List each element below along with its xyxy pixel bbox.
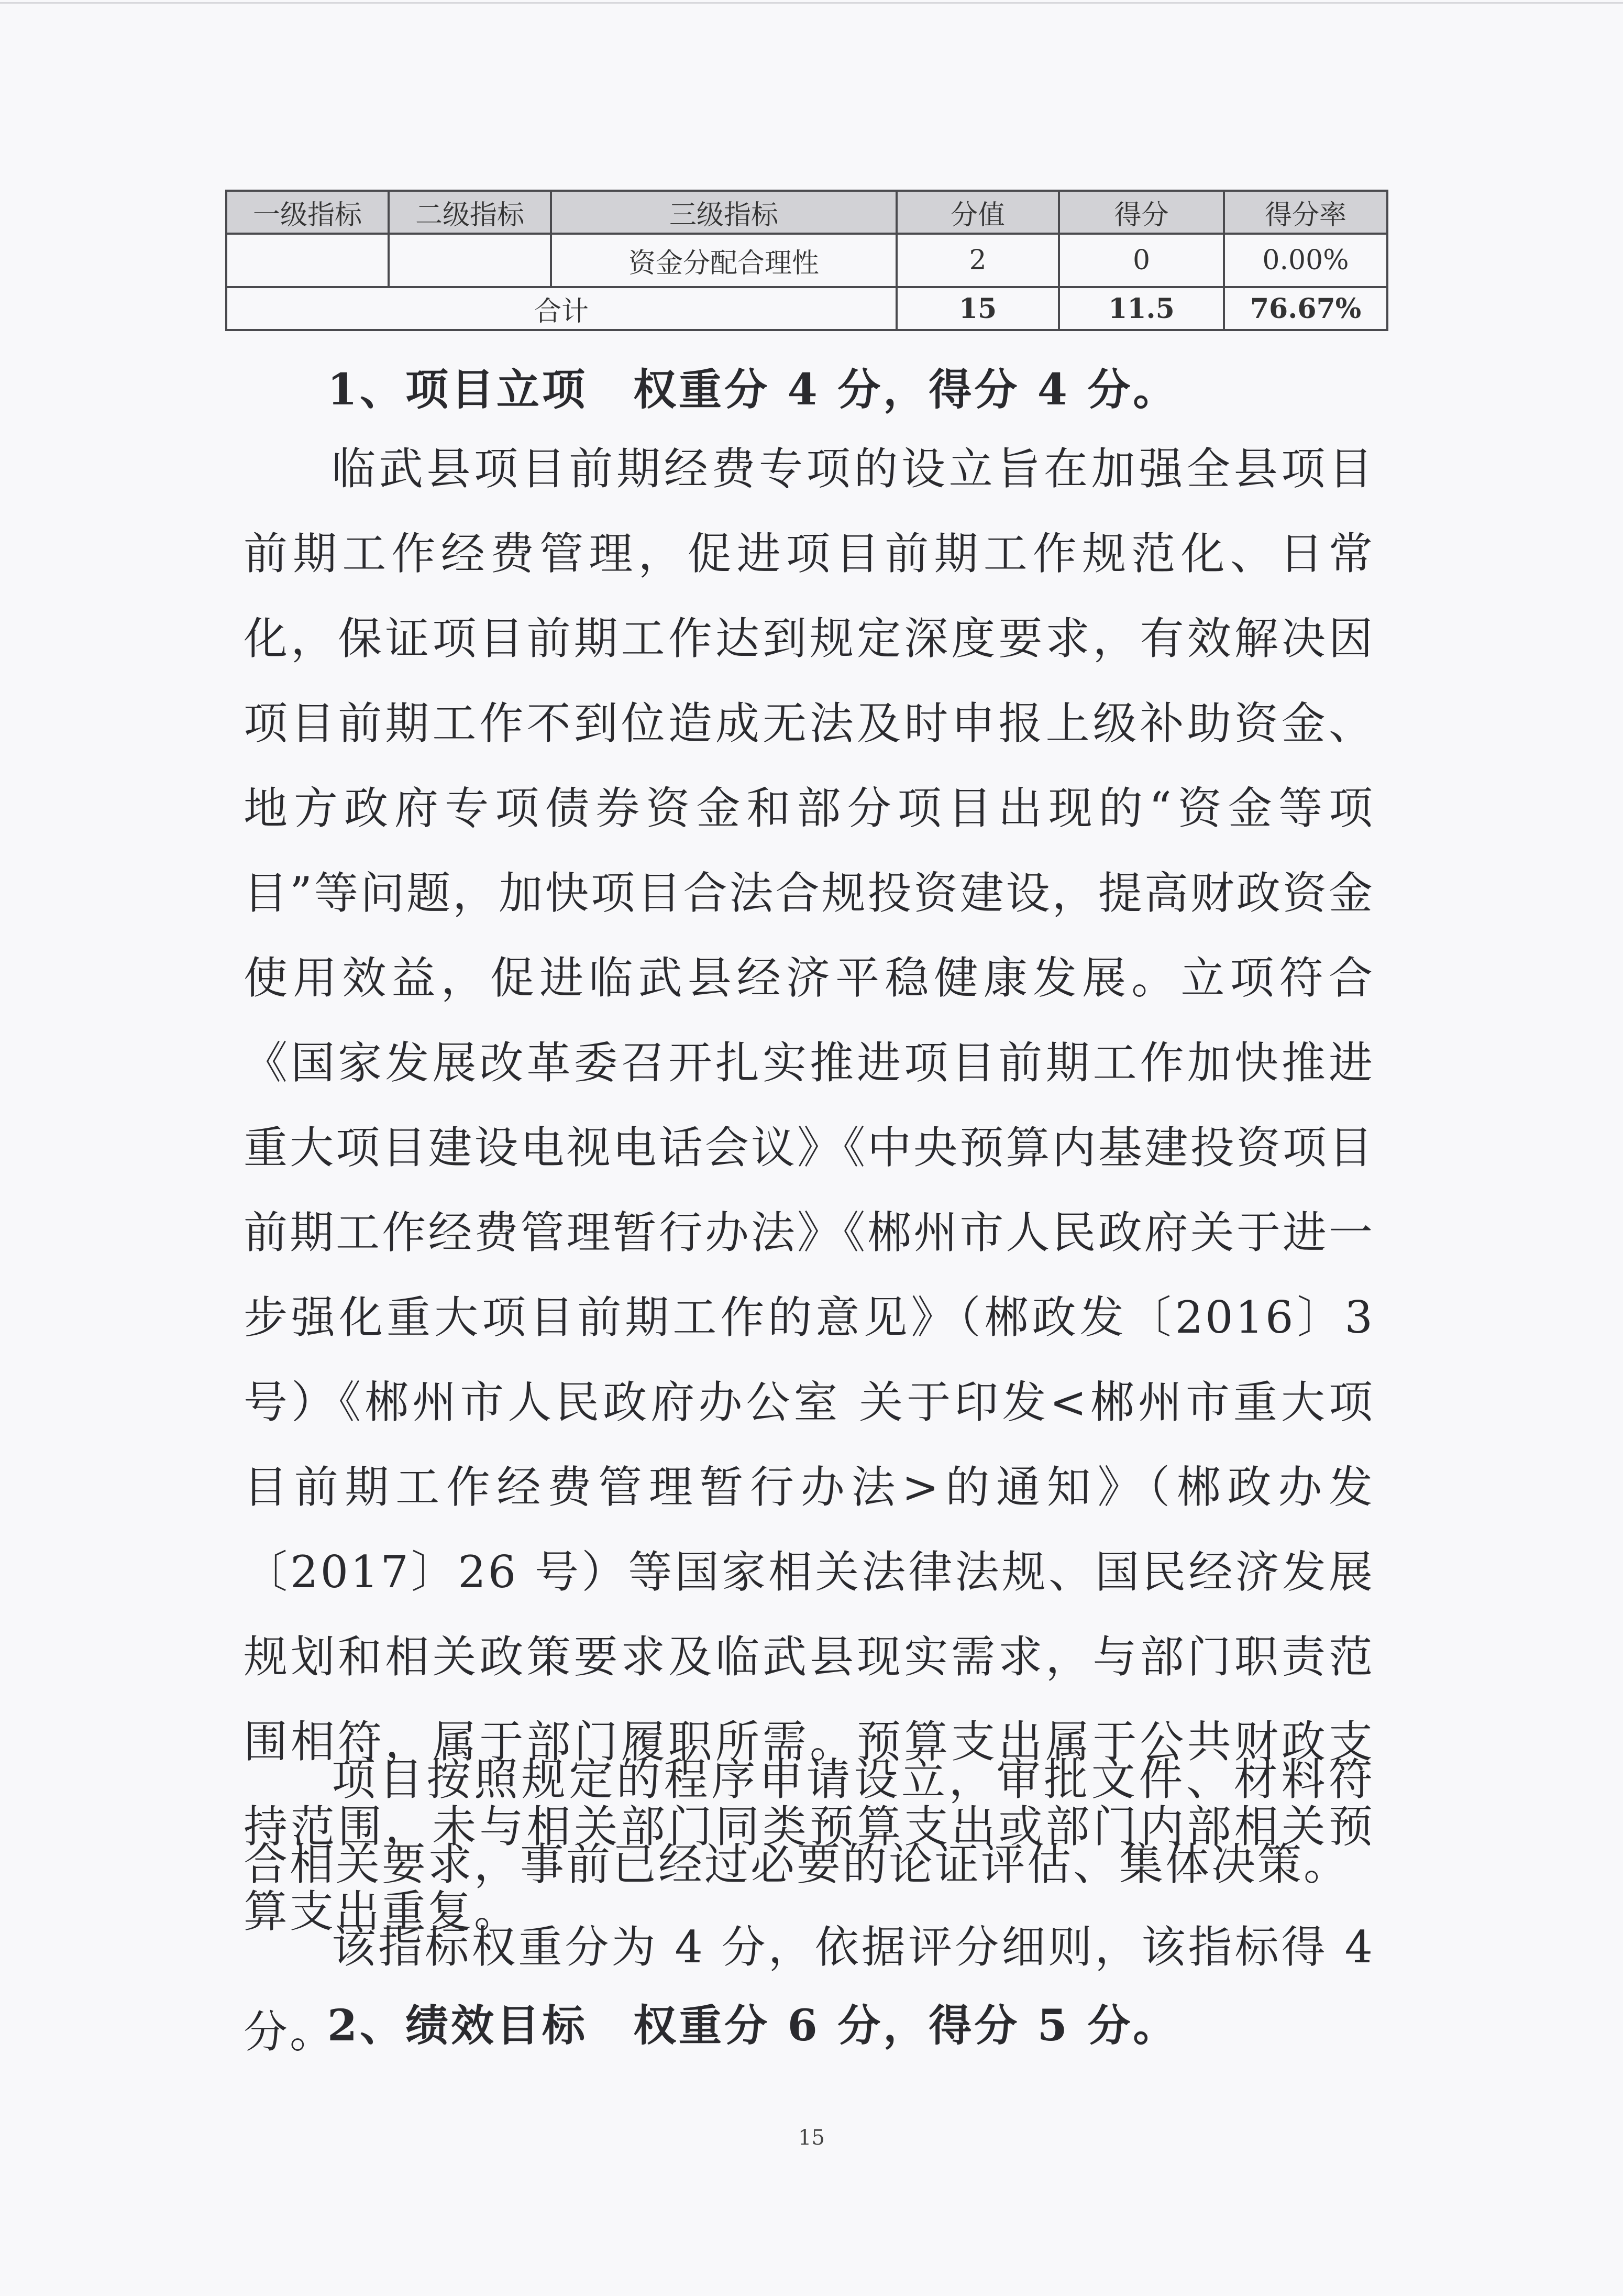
cell-score-rate: 0.00% (1224, 234, 1387, 287)
header-score-value: 分值 (897, 191, 1059, 234)
total-score-got: 11.5 (1059, 287, 1224, 330)
table-total-row (226, 287, 1387, 330)
cell-score-value: 2 (897, 234, 1059, 287)
table-header-row (226, 191, 1387, 234)
cell-score-got: 0 (1059, 234, 1224, 287)
total-score-value: 15 (897, 287, 1059, 330)
header-score-rate: 得分率 (1224, 191, 1387, 234)
cell-level3: 资金分配合理性 (551, 234, 897, 287)
header-level1: 一级指标 (226, 191, 389, 234)
section-heading-1: 1、项目立项 权重分 4 分，得分 4 分。 (327, 365, 1179, 415)
header-level2: 二级指标 (389, 191, 551, 234)
header-score-got: 得分 (1059, 191, 1224, 234)
cell-level2 (389, 234, 551, 287)
paragraph-procedure: 项目按照规定的程序申请设立，审批文件、材料符合相关要求，事前已经过必要的论证评估、集体决策。 (244, 1754, 1375, 1890)
paragraph-score-summary: 该指标权重分为 4 分，依据评分细则，该指标得 4 分。 (244, 1921, 1375, 2058)
table-row (226, 234, 1387, 287)
total-score-rate: 76.67% (1224, 287, 1387, 330)
score-table (225, 190, 1388, 331)
page-number: 15 (798, 2126, 825, 2150)
paragraph-project-establishment: 临武县项目前期经费专项的设立旨在加强全县项目前期工作经费管理，促进项目前期工作规范化、日常化，保证项目前期工作达到规定深度要求，有效解决因项目前期工作不到位造成无法及时申报上级补助资金、地方政府专项债券资金和部分项目出现的“资金等项目”等问题，加快项目合法合规投资建设，提高财政资金使用效益，促进临武县经济平稳健康发展。立项符合《国家发展改革委召开扎实推进项目前期工作加快推进重大项目建设电视电话会议》《中央预算内基建投资项目前期工作经费管理暂行办法》《郴州市人民政府关于进一步强化重大项目前期工作的意见》（郴政发〔2016〕3 号）《郴州市人民政府办公室 关于印发<郴州市重大项目前期工作经费管理暂行办法>的通知》（郴政办发〔2017〕26 号）等国家相关法律法规、国民经济发展规划和相关政策要求及临武县现实需求，与部门职责范围相符，属于部门履职所需。预算支出属于公共财政支持范围，未与相关部门同类预算支出或部门内部相关预算支出重复。 (244, 443, 1375, 1937)
header-level3: 三级指标 (551, 191, 897, 234)
total-label: 合计 (226, 287, 897, 330)
section-heading-2: 2、绩效目标 权重分 6 分，得分 5 分。 (327, 2001, 1179, 2051)
cell-level1 (226, 234, 389, 287)
scan-edge-line (0, 2, 1623, 4)
